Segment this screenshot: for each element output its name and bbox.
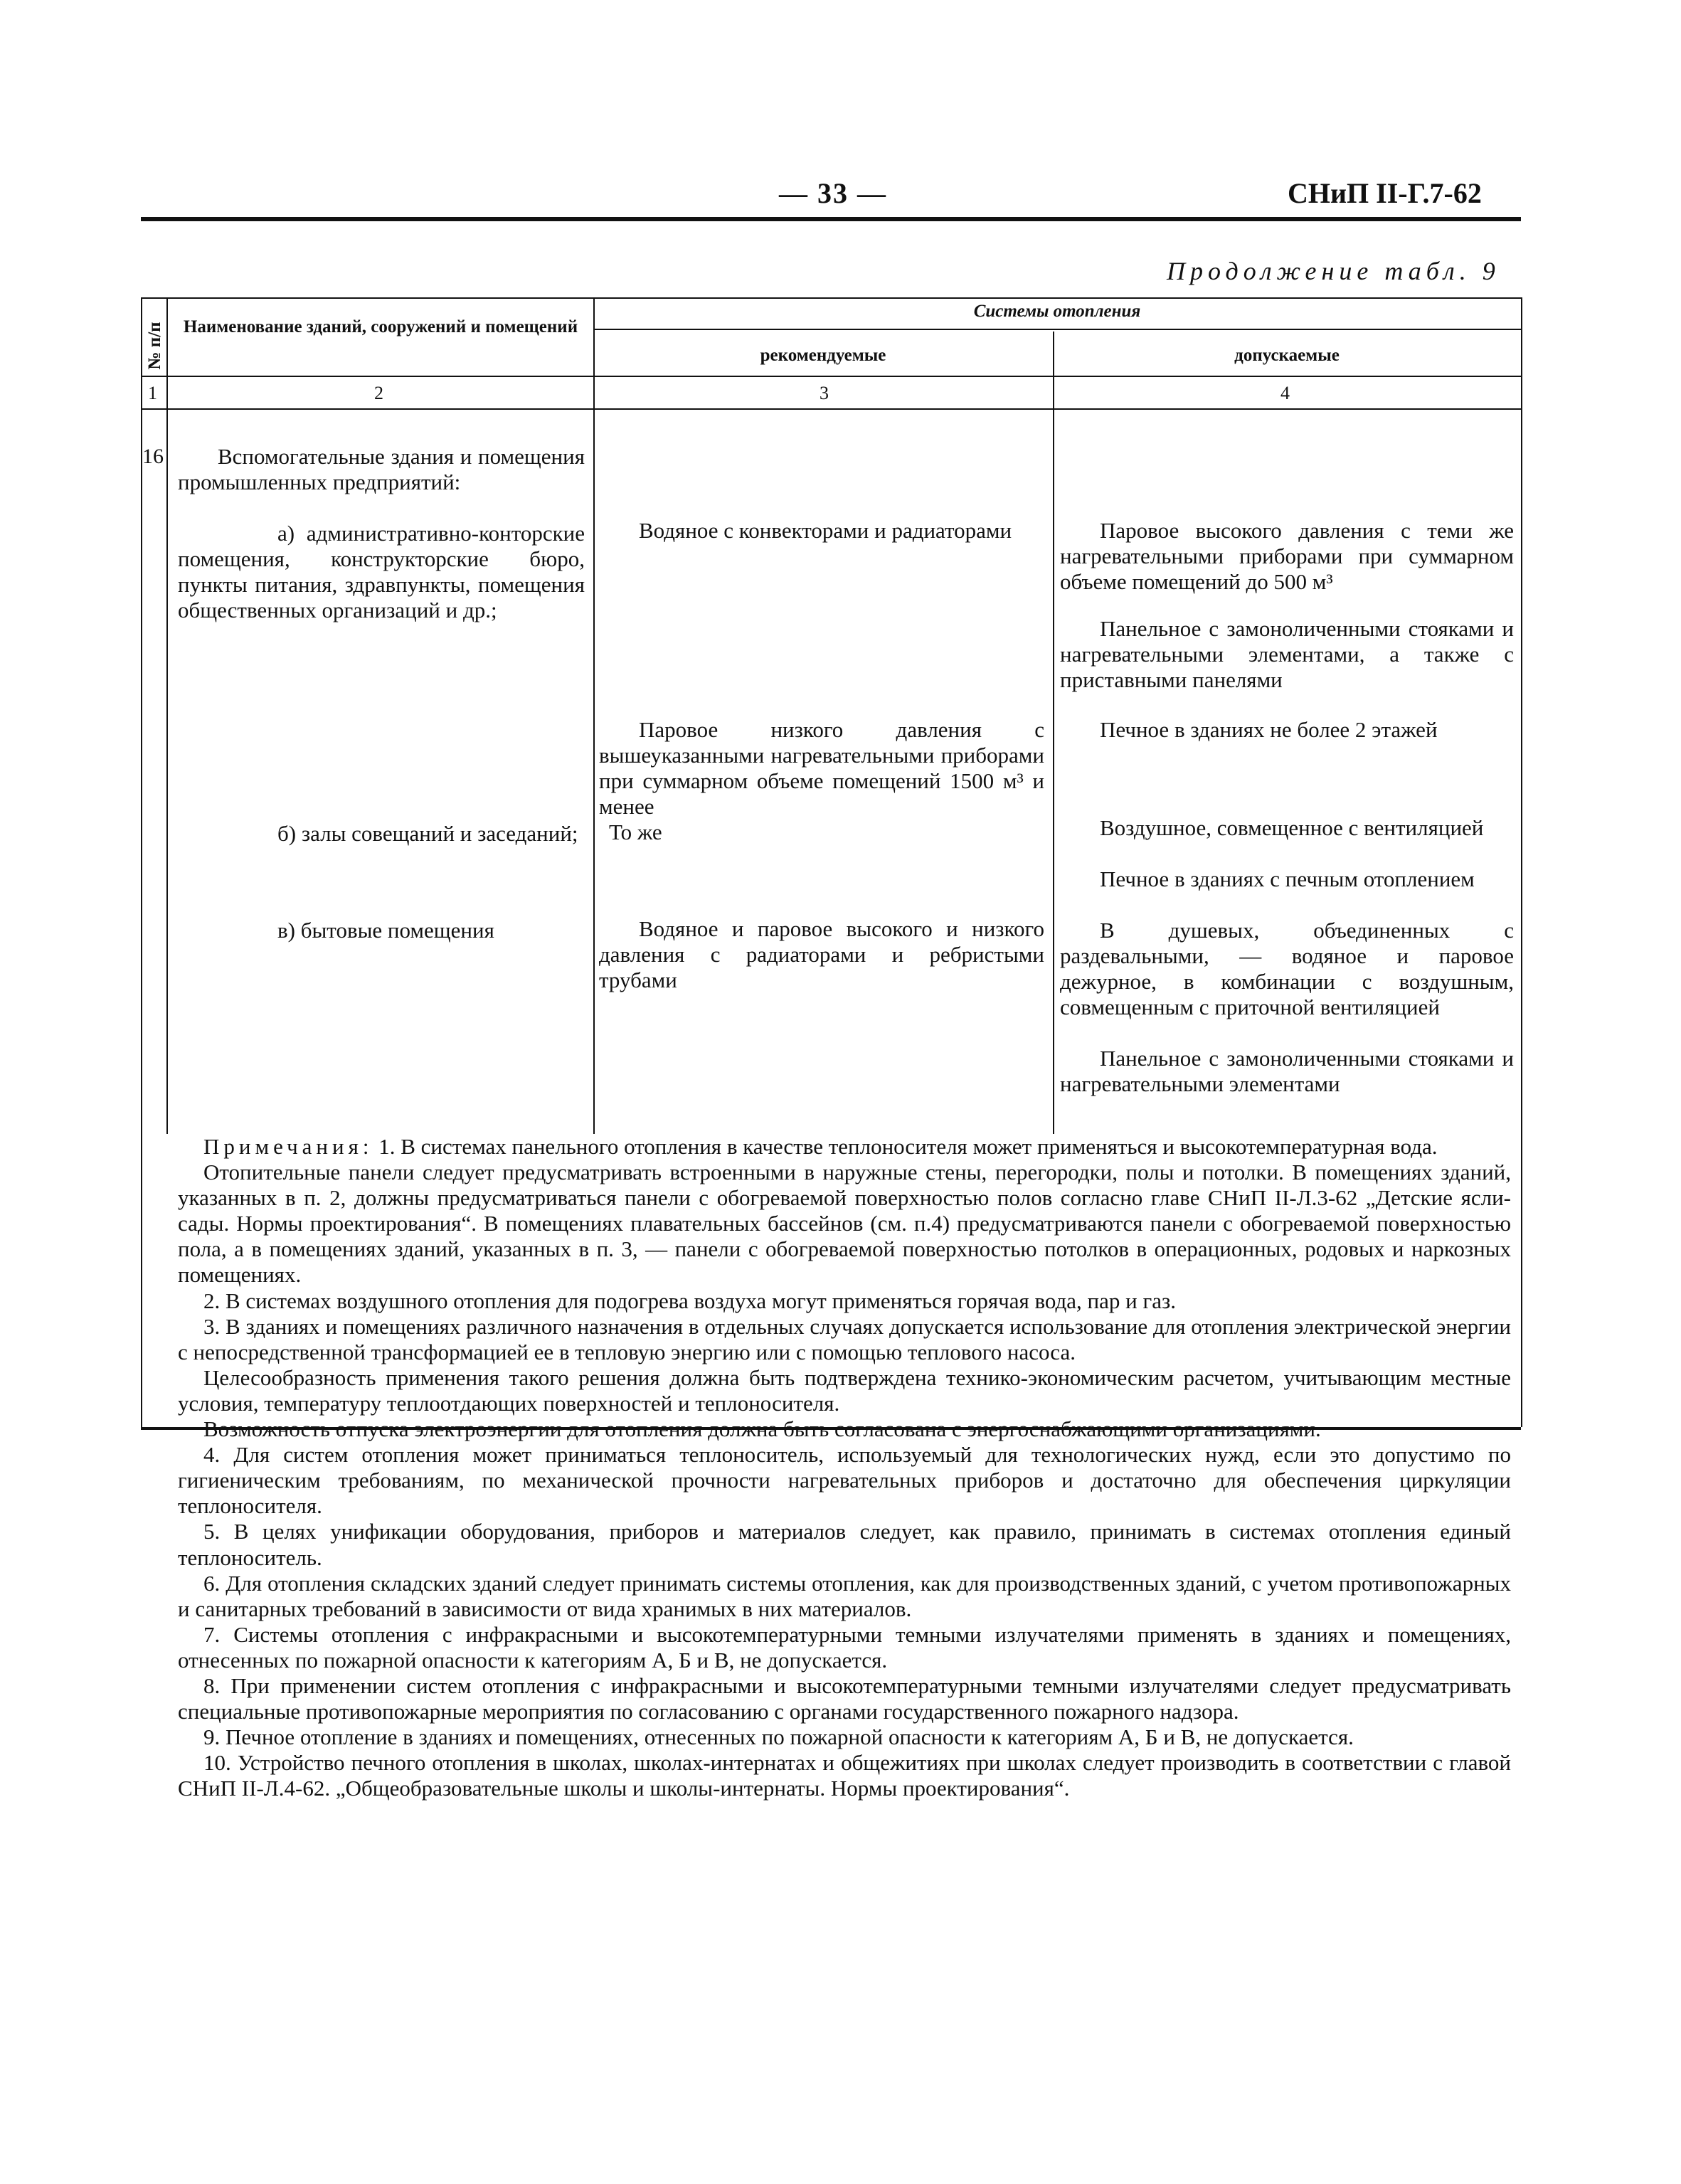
rec-b: То же (609, 820, 662, 844)
note-6: 6. Для отопления складских зданий следует принимать системы отопления, как для производственных зданий, с учетом противопожарных и санитарных требований в зависимости от вида хранимых в них материалов. (178, 1570, 1511, 1621)
allow-b2: Печное в зданиях с печным отоплением (1100, 866, 1475, 891)
table-top-border (141, 297, 1521, 299)
colnum-bottom-rule (141, 408, 1521, 410)
row-item-a: а) административно-конторские помещения, конструкторские бюро, пункты питания, здравпункты, помещения общественных организаций и др.; (178, 521, 585, 622)
recommended-header: рекомендуемые (760, 346, 886, 365)
allow-v2: Панельное с замоноличенными стояками и нагревательными элементами (1060, 1046, 1514, 1096)
allow-b1: Воздушное, совмещенное с вентиляцией (1100, 815, 1484, 840)
note-4: 4. Для систем отопления может приниматься теплоноситель, используемый для технологических нужд, если это допустимо по гигиеническим требованиям, по механической прочности нагревательных приборов и достаточно для обеспечения циркуляции теплоносителя. (178, 1442, 1511, 1519)
systems-header: Системы отопления (973, 302, 1141, 321)
note-8: 8. При применении систем отопления с инфракрасными и высокотемпературными темными излучателями следует предусматривать специальные противопожарные мероприятия по согласованию с органами государственного пожарного надзора. (178, 1673, 1511, 1724)
row-item-b: б) залы совещаний и заседаний; (277, 821, 578, 846)
systems-header-rule (593, 329, 1521, 330)
row-item-v: в) бытовые помещения (277, 918, 494, 943)
note-3a: 3. В зданиях и помещениях различного назначения в отдельных случаях допускается использование для отопления электрической энергии с непосредственной трансформацией ее в тепловую энергию или с помощью теплового насоса. (178, 1313, 1511, 1364)
table-continuation-label: Продолжение табл. 9 (1167, 257, 1500, 285)
allow-a1: Паровое высокого давления с теми же нагревательными приборами при суммарном объеме помещений до 500 м³ (1060, 518, 1514, 594)
note-1a: Примечания: 1. В системах панельного отопления в качестве теплоносителя может применяться и высокотемпературная вода. (203, 1134, 1438, 1159)
table-right-border (1521, 297, 1522, 1427)
allow-v1: В душевых, объединенных с раздевальными, — водяное и паровое дежурное, в комбинации с воздушным, совмещенным с приточной вентиляцией (1060, 918, 1514, 1019)
row-number: 16 (142, 445, 164, 468)
col-no-header: № п/п (145, 322, 164, 370)
col-number-2: 2 (374, 383, 383, 403)
allow-a3: Печное в зданиях не более 2 этажей (1100, 717, 1438, 742)
col-divider-3 (1053, 332, 1054, 1134)
col-number-3: 3 (820, 383, 829, 403)
note-1b: Отопительные панели следует предусматривать встроенными в наружные стены, перегородки, полы и потолки. В помещениях зданий, указанных в п. 2, должны предусматриваться панели с обогреваемой поверхностью полов согласно главе СНиП II-Л.3-62 „Детские ясли-сады. Нормы проектирования“. В помещениях плавательных бассейнов (см. п.4) предусматриваются панели с обогреваемой поверхностью пола, а в помещениях зданий, указанных в п. 3, — панели с обогреваемой поверхностью потолков в операционных, родовых и наркозных помещениях. (178, 1160, 1511, 1288)
rec-v: Водяное и паровое высокого и низкого давления с радиаторами и ребристыми трубами (599, 916, 1044, 992)
allowed-header: допускаемые (1234, 346, 1340, 365)
note-3c: Возможность отпуска электроэнергии для отопления должна быть согласована с энергоснабжающими организациями. (203, 1416, 1321, 1442)
col-number-4: 4 (1280, 383, 1290, 403)
col-name-header: Наименование зданий, сооружений и помещений (183, 317, 578, 336)
header-bottom-rule (141, 376, 1521, 377)
note-3b: Целесообразность применения такого решения должна быть подтверждена технико-экономическим расчетом, учитывающим местные условия, температуру теплоотдающих поверхностей и теплоносителя. (178, 1364, 1511, 1416)
note-9: 9. Печное отопление в зданиях и помещениях, отнесенных по пожарной опасности к категориям А, Б и В, не допускается. (203, 1724, 1354, 1750)
rec-a2: Паровое низкого давления с вышеуказанными нагревательными приборами при суммарном объеме помещений 1500 м³ и менее (599, 717, 1044, 819)
document-code: СНиП II-Г.7-62 (1288, 177, 1482, 209)
col-number-1: 1 (148, 383, 157, 403)
note-5: 5. В целях унификации оборудования, приборов и материалов следует, как правило, принимать в системах отопления единый теплоноситель. (178, 1519, 1511, 1570)
row-name-intro: Вспомогательные здания и помещения промышленных предприятий: (178, 444, 585, 494)
notes-label: Примечания: (203, 1134, 373, 1159)
col-divider-1 (166, 297, 168, 1134)
col-divider-2 (593, 297, 595, 1134)
header-rule (141, 217, 1521, 221)
allow-a2: Панельное с замоноличенными стояками и нагревательными элементами, а также с приставными панелями (1060, 616, 1514, 692)
page-number: — 33 — (779, 177, 887, 209)
table-notes (178, 1134, 1511, 1801)
note-10: 10. Устройство печного отопления в школах, школах-интернатах и общежитиях при школах следует производить в соответствии с главой СНиП II-Л.4-62. „Общеобразовательные школы и школы-интернаты. Нормы проектирования“. (178, 1750, 1511, 1801)
note-7: 7. Системы отопления с инфракрасными и высокотемпературными темными излучателями применять в зданиях и помещениях, отнесенных по пожарной опасности к категориям А, Б и В, не допускается. (178, 1621, 1511, 1673)
rec-a1: Водяное с конвекторами и радиаторами (639, 518, 1012, 543)
note-2: 2. В системах воздушного отопления для подогрева воздуха могут применяться горячая вода, пар и газ. (203, 1288, 1176, 1313)
